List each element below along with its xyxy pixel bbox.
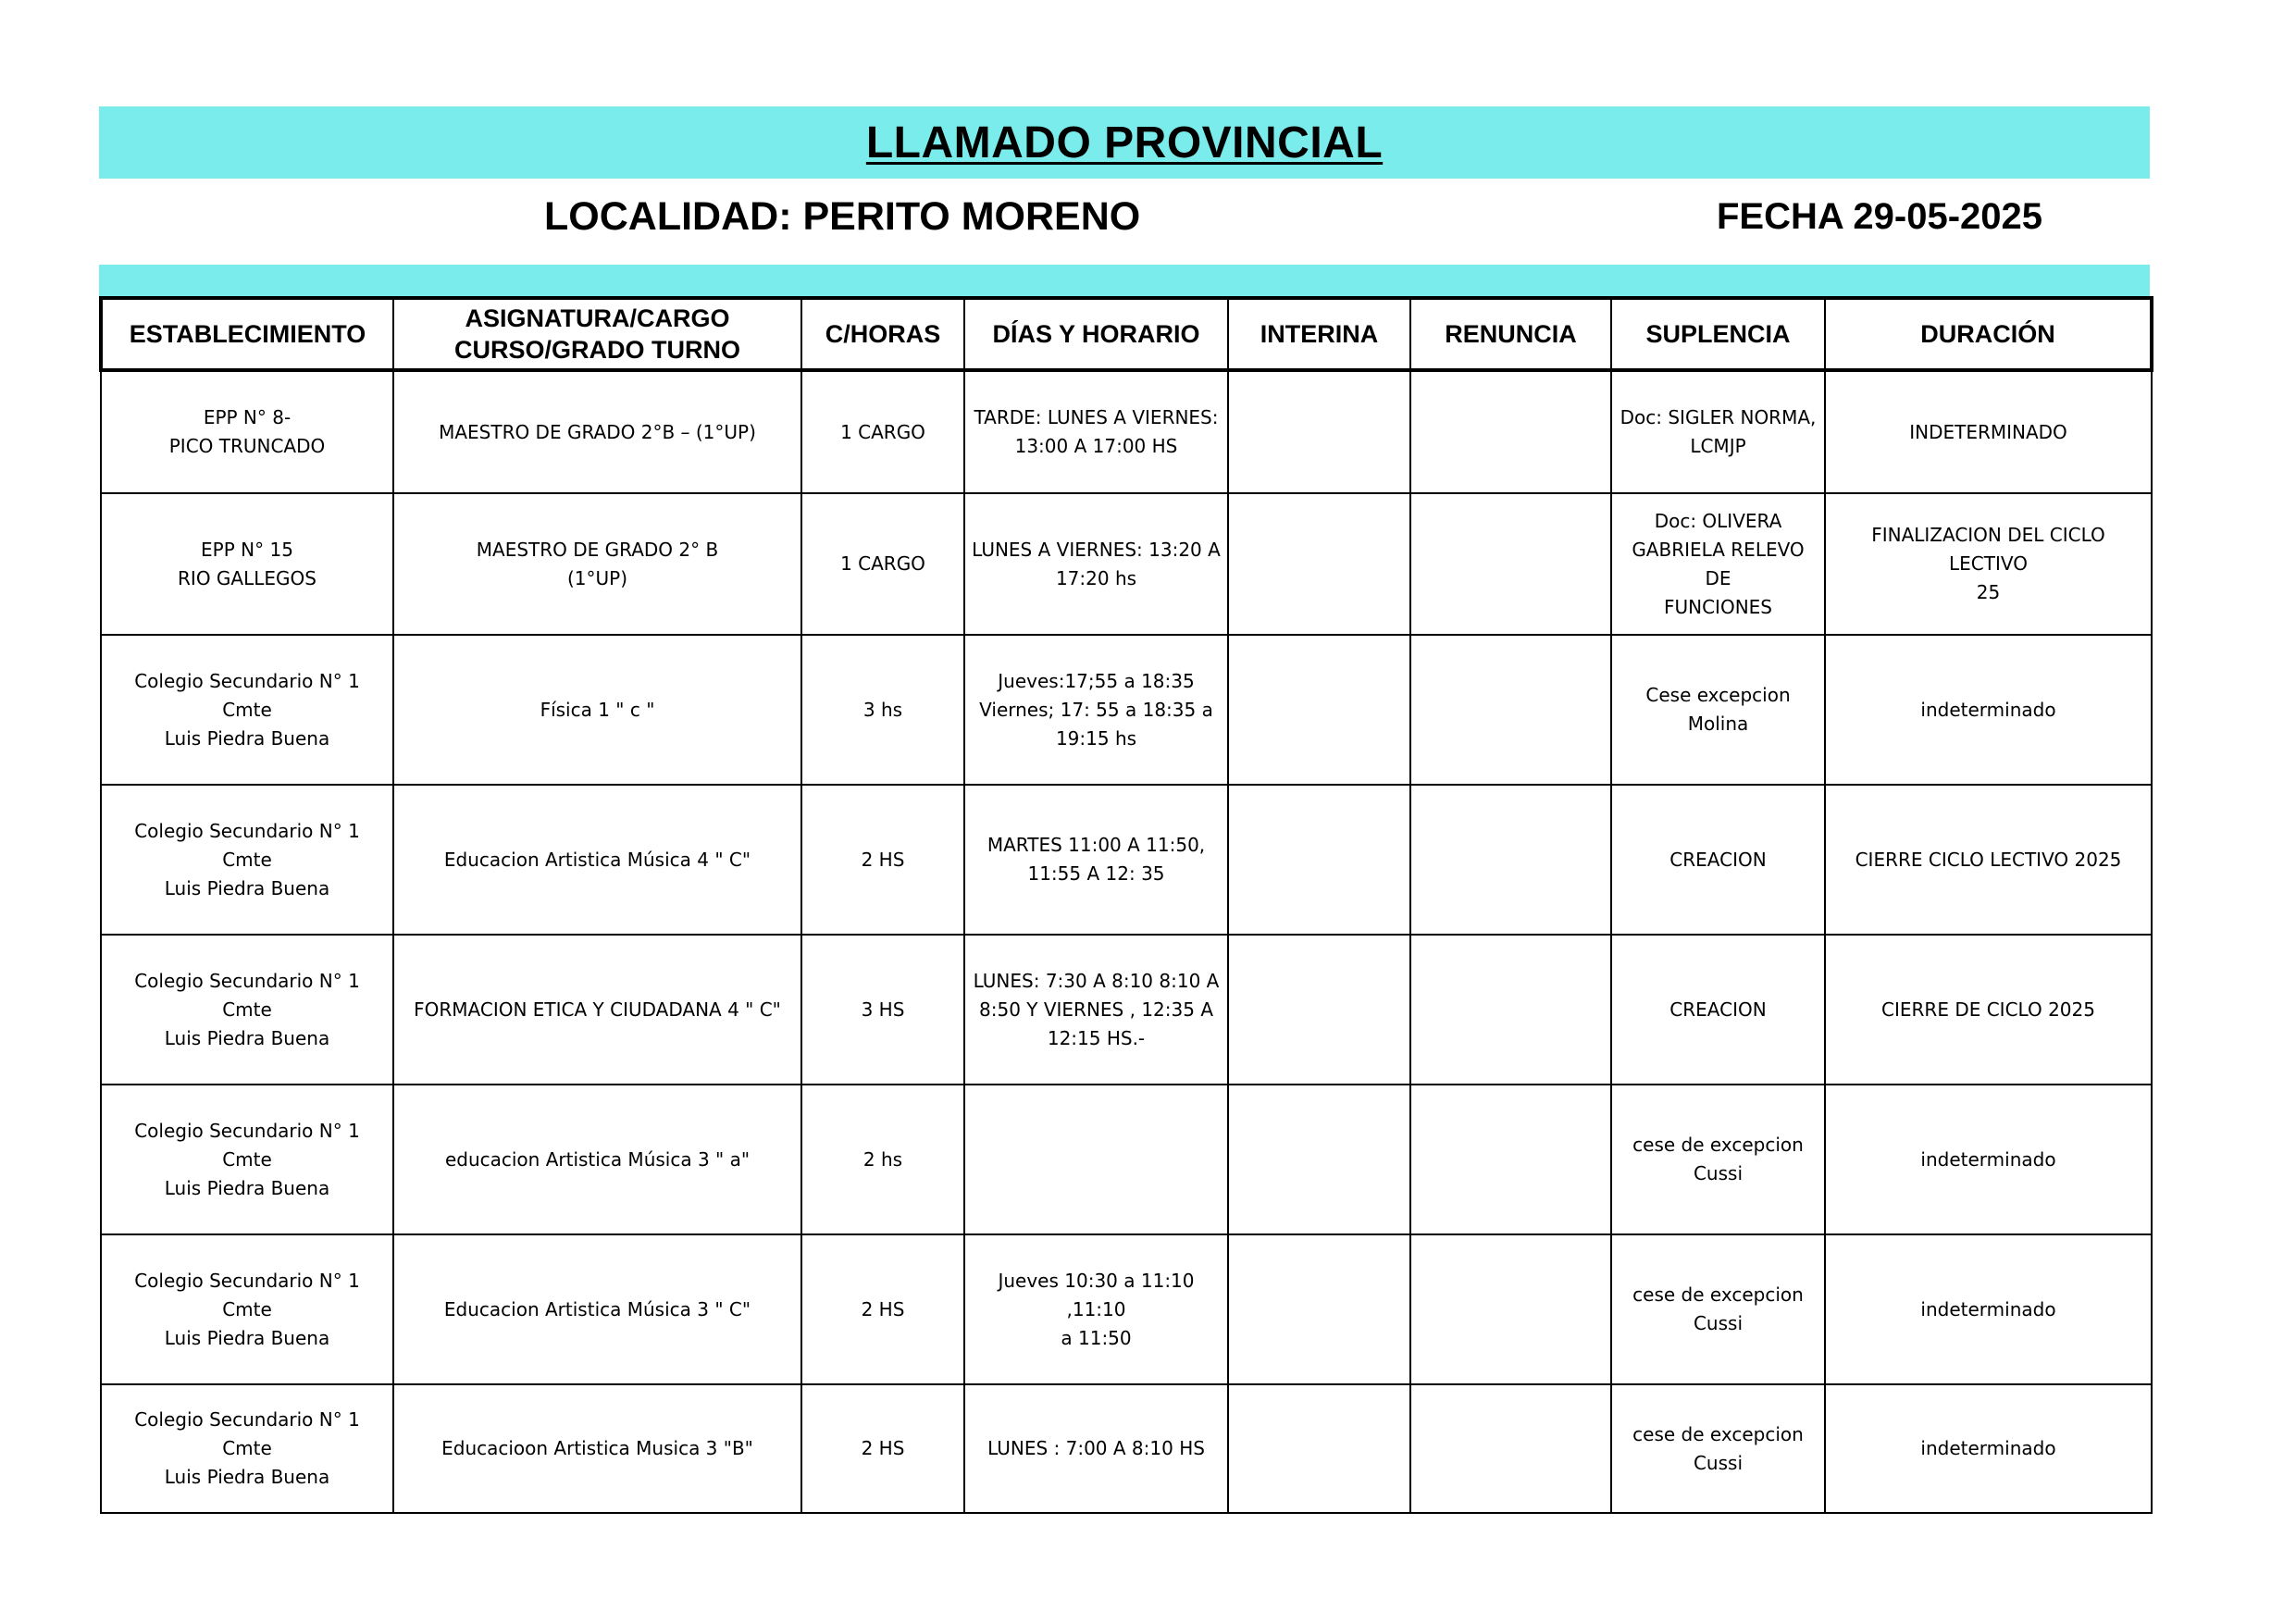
date-label: FECHA 29-05-2025: [1717, 196, 2043, 237]
cell-establecimiento: Colegio Secundario N° 1 Cmte Luis Piedra Buena: [101, 1085, 393, 1234]
cell-asignatura: MAESTRO DE GRADO 2°B – (1°UP): [393, 370, 801, 493]
table-row: [101, 635, 2152, 785]
cell-interina: [1228, 635, 1410, 785]
cell-interina: [1228, 935, 1410, 1085]
table-row: [101, 493, 2152, 635]
cell-duracion: indeterminado: [1825, 1384, 2152, 1513]
separator-band: [99, 265, 2150, 296]
cell-duracion: CIERRE DE CICLO 2025: [1825, 935, 2152, 1085]
cell-asignatura: Educacioon Artistica Musica 3 "B": [393, 1384, 801, 1513]
cell-interina: [1228, 1384, 1410, 1513]
cell-establecimiento: EPP N° 15 RIO GALLEGOS: [101, 493, 393, 635]
cell-establecimiento: Colegio Secundario N° 1 Cmte Luis Piedra Buena: [101, 785, 393, 935]
cell-dias-horario: LUNES A VIERNES: 13:20 A 17:20 hs: [964, 493, 1228, 635]
col-header-horas: C/HORAS: [801, 298, 964, 370]
table-row: [101, 935, 2152, 1085]
cell-dias-horario: [964, 1085, 1228, 1234]
cell-duracion: CIERRE CICLO LECTIVO 2025: [1825, 785, 2152, 935]
cell-establecimiento: Colegio Secundario N° 1 Cmte Luis Piedra Buena: [101, 1234, 393, 1384]
cell-duracion: indeterminado: [1825, 1085, 2152, 1234]
col-header-duracion: DURACIÓN: [1825, 298, 2152, 370]
cell-establecimiento: EPP N° 8- PICO TRUNCADO: [101, 370, 393, 493]
cell-duracion: INDETERMINADO: [1825, 370, 2152, 493]
table-row: [101, 1384, 2152, 1513]
cell-horas: 3 hs: [801, 635, 964, 785]
table-row: [101, 1085, 2152, 1234]
cell-dias-horario: Jueves:17;55 a 18:35 Viernes; 17: 55 a 18:35 a 19:15 hs: [964, 635, 1228, 785]
cell-interina: [1228, 370, 1410, 493]
cell-establecimiento: Colegio Secundario N° 1 Cmte Luis Piedra Buena: [101, 635, 393, 785]
cell-suplencia: CREACION: [1611, 935, 1825, 1085]
col-header-establecimiento: ESTABLECIMIENTO: [101, 298, 393, 370]
cell-dias-horario: Jueves 10:30 a 11:10 ,11:10 a 11:50: [964, 1234, 1228, 1384]
cell-duracion: indeterminado: [1825, 1234, 2152, 1384]
cell-interina: [1228, 1234, 1410, 1384]
cell-suplencia: cese de excepcion Cussi: [1611, 1384, 1825, 1513]
table-row: [101, 370, 2152, 493]
cell-asignatura: Física 1 " c ": [393, 635, 801, 785]
cell-asignatura: Educacion Artistica Música 3 " C": [393, 1234, 801, 1384]
cell-renuncia: [1410, 1234, 1611, 1384]
cell-duracion: indeterminado: [1825, 635, 2152, 785]
cell-establecimiento: Colegio Secundario N° 1 Cmte Luis Piedra Buena: [101, 1384, 393, 1513]
cell-horas: 1 CARGO: [801, 370, 964, 493]
cell-duracion: FINALIZACION DEL CICLO LECTIVO 25: [1825, 493, 2152, 635]
cell-renuncia: [1410, 635, 1611, 785]
col-header-asignatura: ASIGNATURA/CARGO CURSO/GRADO TURNO: [393, 298, 801, 370]
cell-renuncia: [1410, 935, 1611, 1085]
locality-label: LOCALIDAD: PERITO MORENO: [544, 194, 1141, 239]
cell-suplencia: cese de excepcion Cussi: [1611, 1085, 1825, 1234]
col-header-renuncia: RENUNCIA: [1410, 298, 1611, 370]
col-header-dias-horario: DÍAS Y HORARIO: [964, 298, 1228, 370]
cell-horas: 3 HS: [801, 935, 964, 1085]
cell-renuncia: [1410, 785, 1611, 935]
cell-renuncia: [1410, 493, 1611, 635]
cell-suplencia: Doc: OLIVERA GABRIELA RELEVO DE FUNCIONES: [1611, 493, 1825, 635]
cell-asignatura: Educacion Artistica Música 4 " C": [393, 785, 801, 935]
cell-horas: 2 hs: [801, 1085, 964, 1234]
col-header-suplencia: SUPLENCIA: [1611, 298, 1825, 370]
cell-interina: [1228, 493, 1410, 635]
title-band: [99, 106, 2150, 179]
cell-interina: [1228, 1085, 1410, 1234]
cell-dias-horario: LUNES: 7:30 A 8:10 8:10 A 8:50 Y VIERNES , 12:35 A 12:15 HS.-: [964, 935, 1228, 1085]
positions-table: [99, 296, 2153, 1514]
cell-suplencia: cese de excepcion Cussi: [1611, 1234, 1825, 1384]
table-row: [101, 785, 2152, 935]
table-header-row: [101, 298, 2152, 370]
cell-renuncia: [1410, 370, 1611, 493]
cell-dias-horario: LUNES : 7:00 A 8:10 HS: [964, 1384, 1228, 1513]
cell-renuncia: [1410, 1384, 1611, 1513]
cell-renuncia: [1410, 1085, 1611, 1234]
cell-establecimiento: Colegio Secundario N° 1 Cmte Luis Piedra Buena: [101, 935, 393, 1085]
cell-suplencia: Cese excepcion Molina: [1611, 635, 1825, 785]
cell-asignatura: FORMACION ETICA Y CIUDADANA 4 " C": [393, 935, 801, 1085]
cell-dias-horario: TARDE: LUNES A VIERNES: 13:00 A 17:00 HS: [964, 370, 1228, 493]
cell-horas: 2 HS: [801, 1234, 964, 1384]
cell-suplencia: CREACION: [1611, 785, 1825, 935]
table-row: [101, 1234, 2152, 1384]
cell-horas: 2 HS: [801, 1384, 964, 1513]
cell-asignatura: educacion Artistica Música 3 " a": [393, 1085, 801, 1234]
cell-dias-horario: MARTES 11:00 A 11:50, 11:55 A 12: 35: [964, 785, 1228, 935]
page-title: LLAMADO PROVINCIAL: [865, 118, 1384, 167]
cell-interina: [1228, 785, 1410, 935]
cell-asignatura: MAESTRO DE GRADO 2° B (1°UP): [393, 493, 801, 635]
cell-horas: 2 HS: [801, 785, 964, 935]
col-header-interina: INTERINA: [1228, 298, 1410, 370]
cell-suplencia: Doc: SIGLER NORMA, LCMJP: [1611, 370, 1825, 493]
cell-horas: 1 CARGO: [801, 493, 964, 635]
